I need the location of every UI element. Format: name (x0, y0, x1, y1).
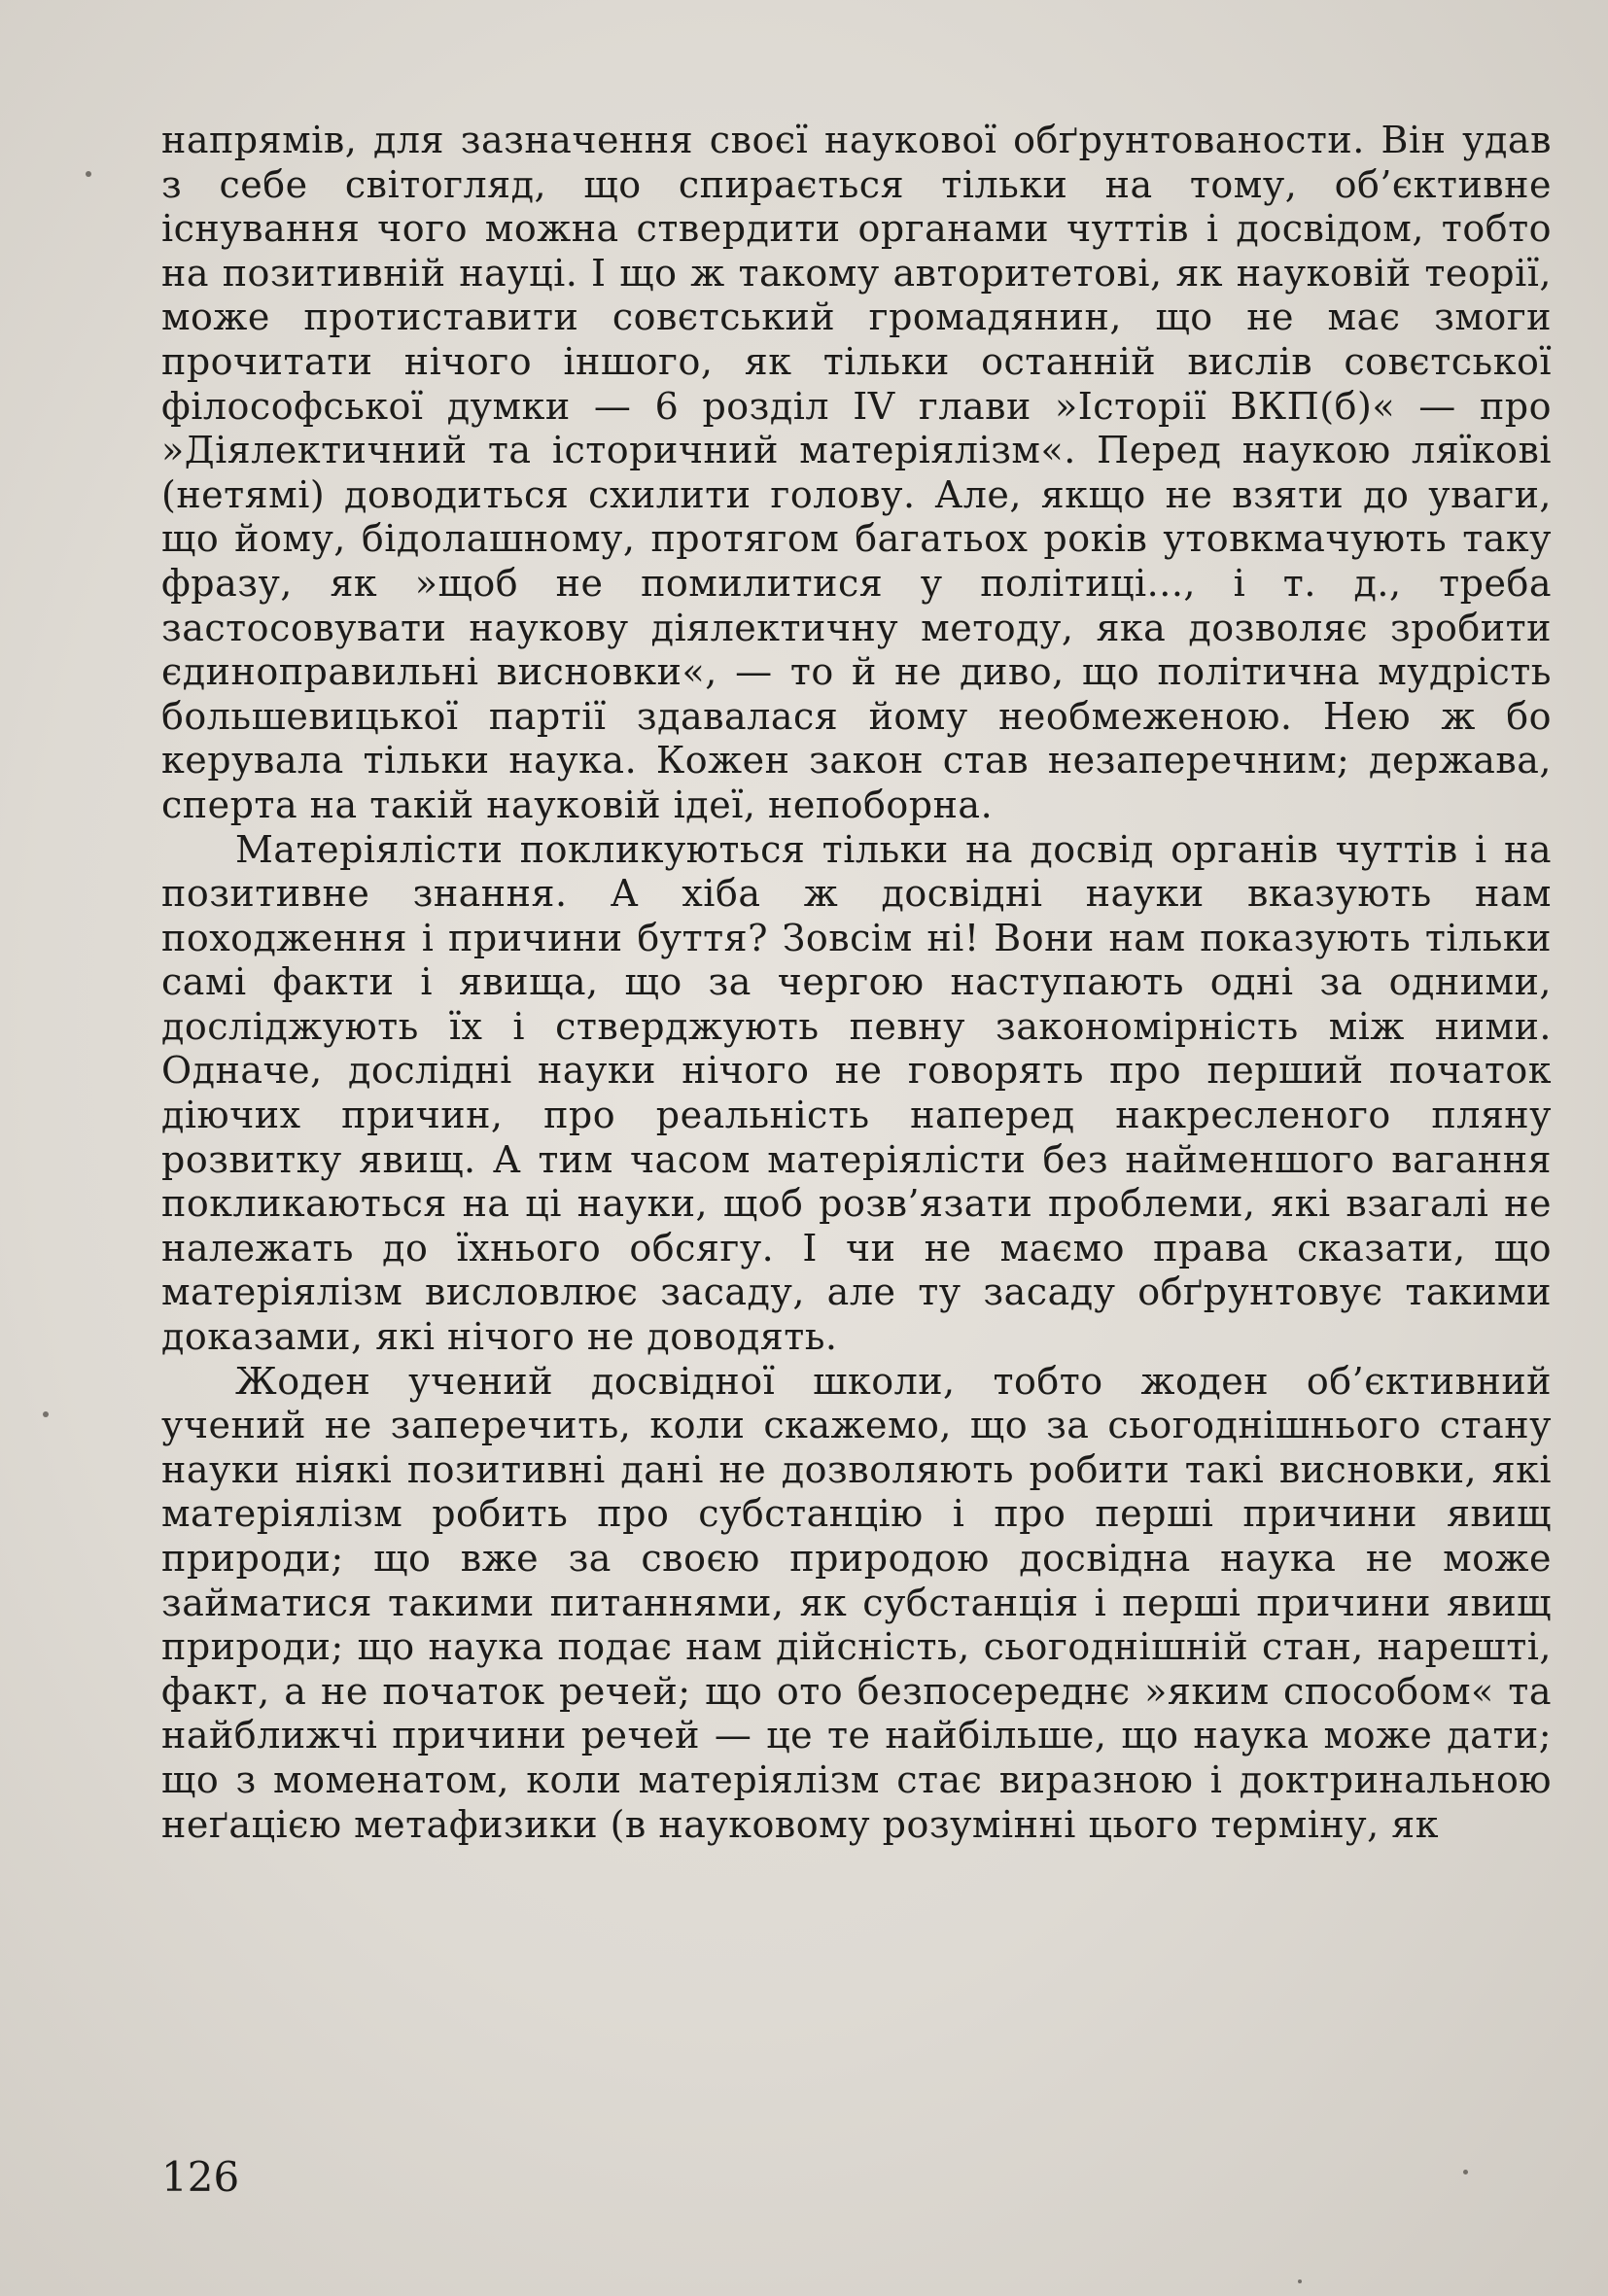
paper-speck (1463, 2170, 1468, 2174)
page-number: 126 (161, 2153, 240, 2201)
paragraph-2: Матеріялісти покликуються тільки на досвід органів чуттів і на позитивне знання. А хіба ж досвідні науки вказують нам походження і причини буття? Зовсім ні! Вони нам показують тільки самі факти і явища, що за чергою наступають одні за одними, досліджують їх і стверджують певну закономірність між ними. Одначе, дослідні науки нічого не говорять про перший початок діючих причин, про реальність наперед накресленого пляну розвитку явищ. А тим часом матеріялісти без найменшого вагання покликаються на ці науки, щоб розв’язати проблеми, які взагалі не належать до їхнього обсягу. І чи не маємо права сказати, що матеріялізм висловлює засаду, але ту засаду обґрунтовує такими доказами, які нічого не доводять. (161, 827, 1552, 1359)
paragraph-1: напрямів, для зазначення своєї наукової обґрунтованости. Він удав з себе світогляд, що спирається тільки на тому, об’єктивне існування чого можна ствердити органами чуттів і досвідом, тобто на позитивній науці. І що ж такому авторитетові, як науковій теорії, може протиставити совєтський громадянин, що не має змоги прочитати нічого іншого, як тільки останній вислів совєтської філософської думки — 6 розділ IV глави »Історії ВКП(б)« — про »Діялектичний та історичний матеріялізм«. Перед наукою ляїкові (нетямі) доводиться схилити голову. Але, якщо не взяти до уваги, що йому, бідолашному, протягом багатьох років утовкмачують таку фразу, як »щоб не помилитися у політиці..., і т. д., треба застосовувати наукову діялектичну методу, яка дозволяє зробити єдиноправильні висновки«, — то й не диво, що політична мудрість большевицької партії здавалася йому необмеженою. Нею ж бо керувала тільки наука. Кожен закон став незаперечним; держава, сперта на такій науковій ідеї, непоборна. (161, 119, 1552, 826)
paper-speck (43, 1411, 49, 1417)
paper-speck (1298, 2279, 1302, 2283)
paper-speck (86, 171, 91, 177)
paragraph-3: Жоден учений досвідної школи, тобто жоден об’єктивний учений не заперечить, коли скажемо, що за сьогоднішнього стану науки ніякі позитивні дані не дозволяють робити такі висновки, які матеріялізм робить про субстанцію і про перші причини явищ природи; що вже за своєю природою досвідна наука не може займатися такими питаннями, як субстанція і перші причини явищ природи; що наука подає нам дійсність, сьогоднішній стан, нарешті, факт, а не початок речей; що ото безпосереднє »яким способом« та найближчі причини речей — це те найбільше, що наука може дати; що з моменатом, коли матеріялізм стає виразною і доктринальною неґацією метафизики (в науковому розумінні цього терміну, як (161, 1359, 1552, 1846)
body-text (161, 119, 1552, 1847)
